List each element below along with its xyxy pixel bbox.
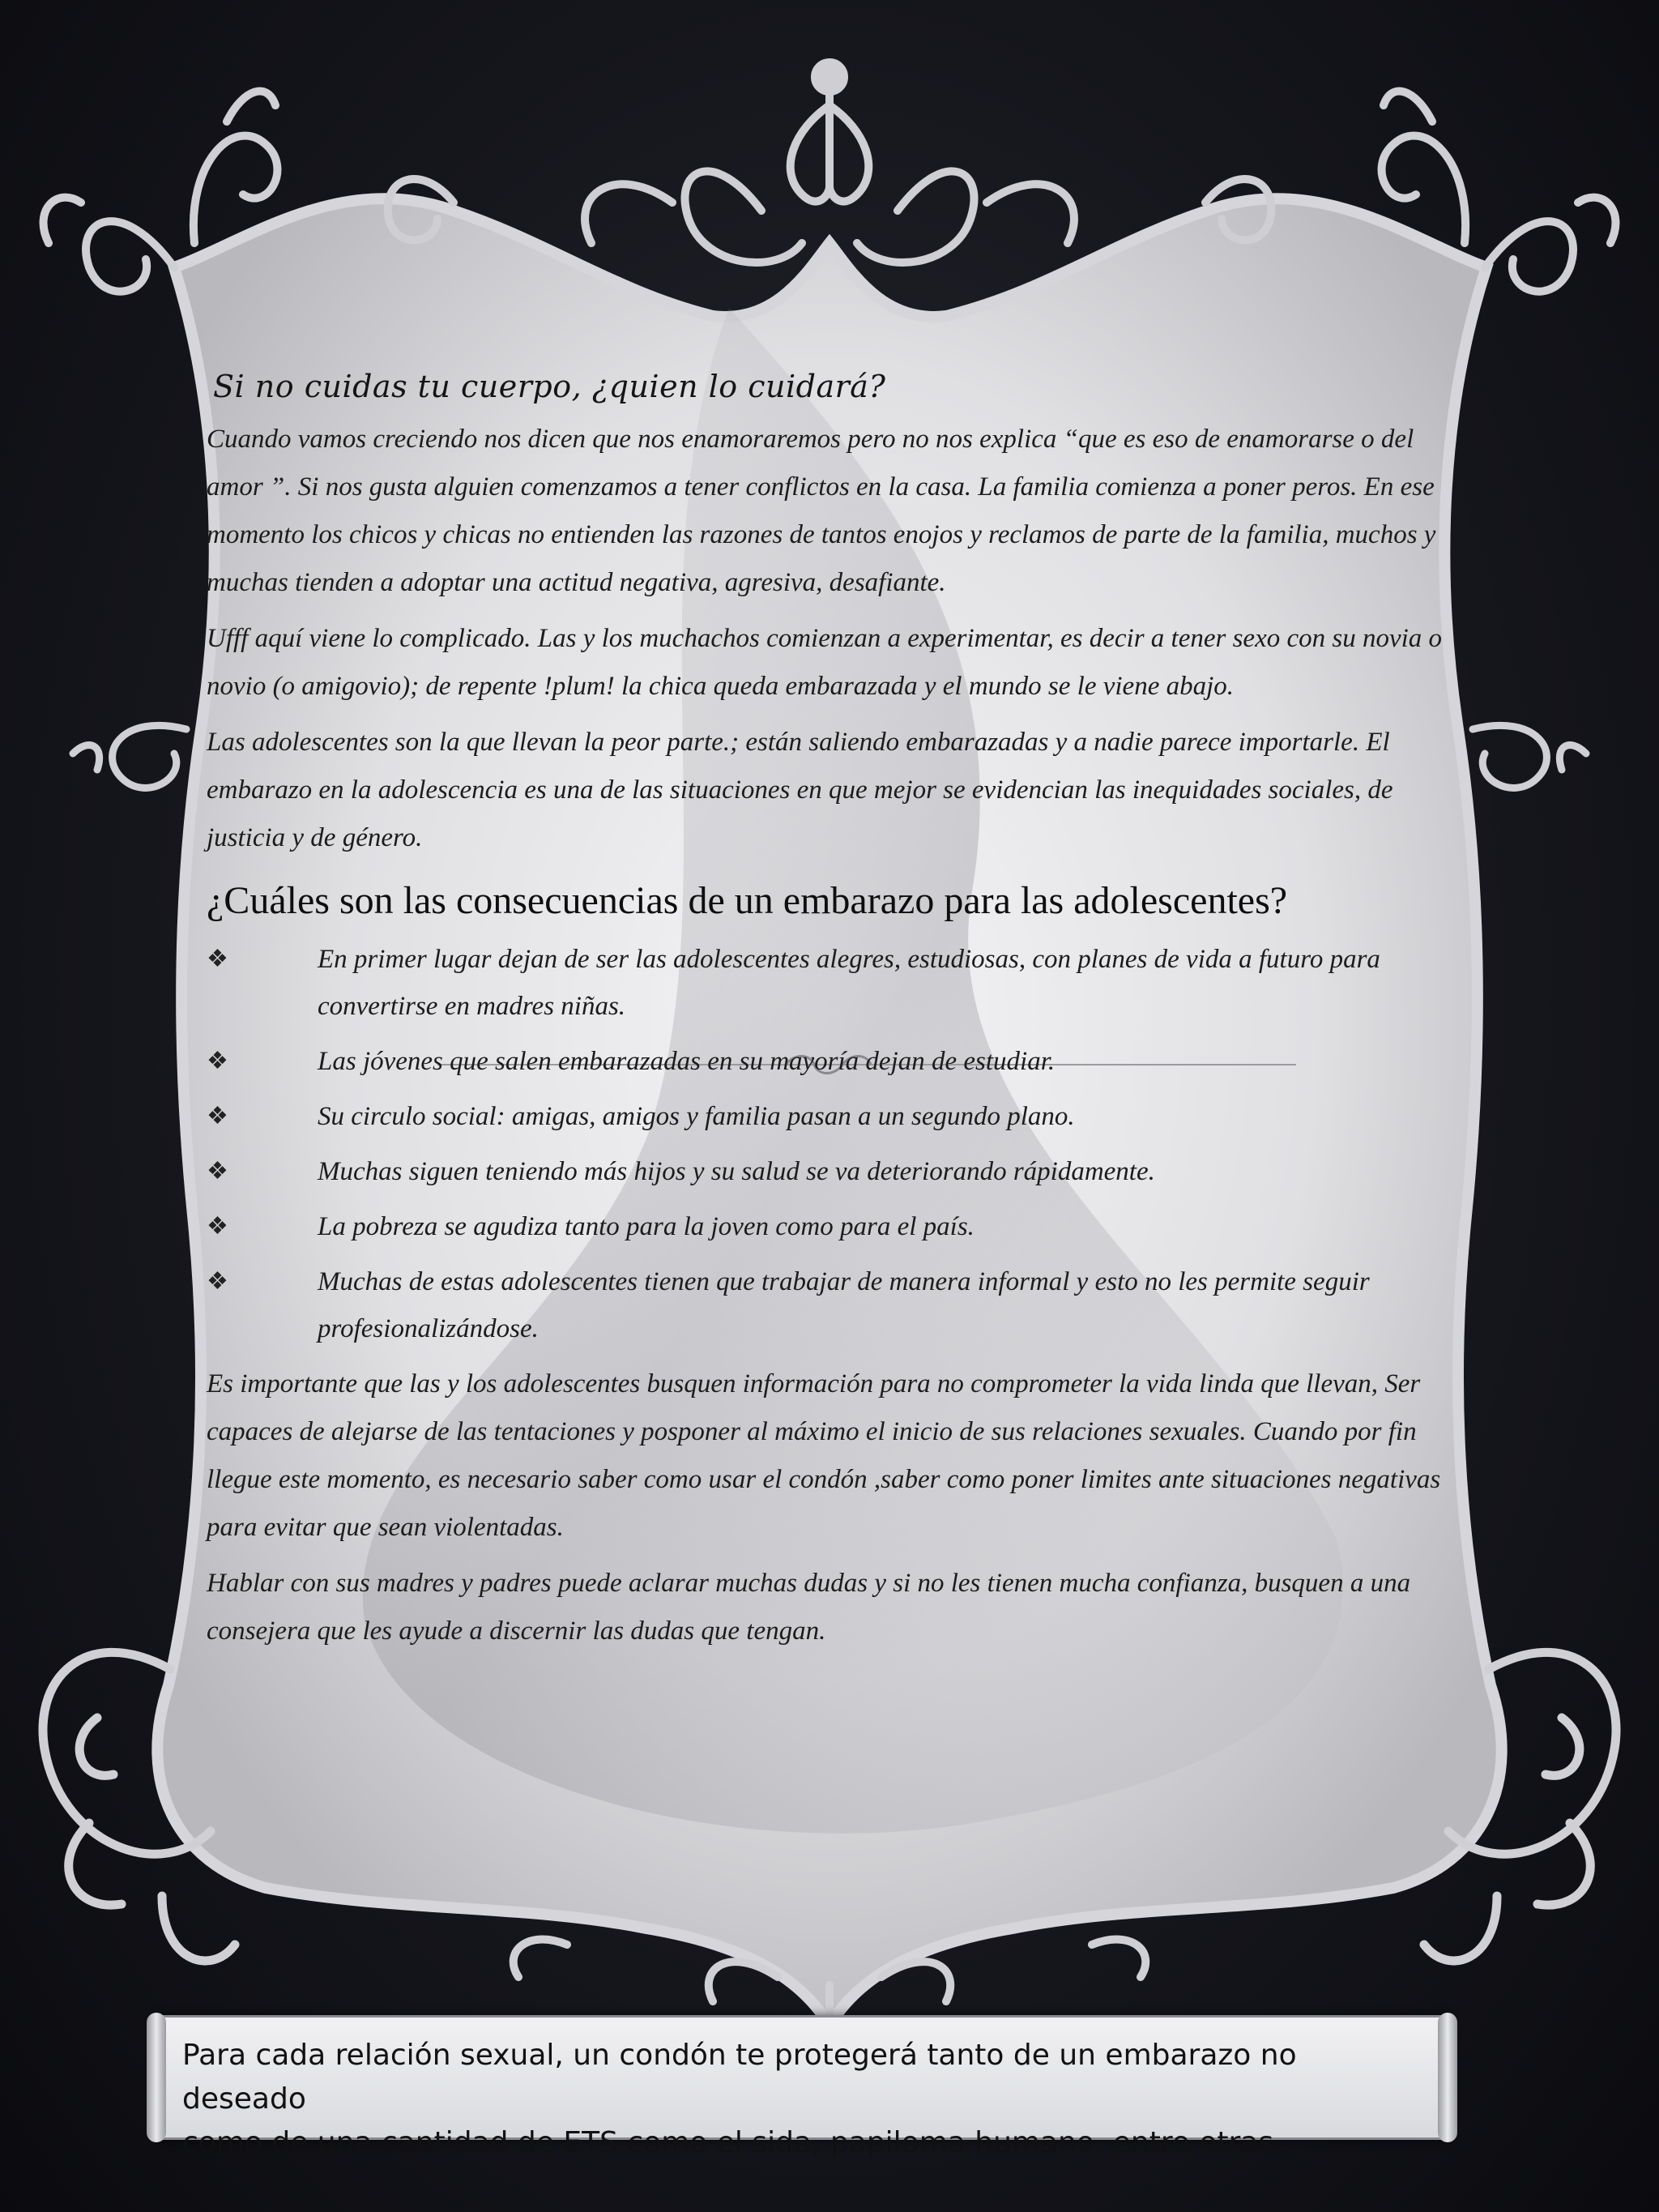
closing-paragraph-1: Es importante que las y los adolescentes busquen información para no comprometer la vida linda que llevan, Ser capaces de alejarse de las tentaciones y posponer al máximo el inicio de sus relaciones sexuales. Cuando por fin llegue este momento, es necesario saber como usar el condón ,saber como poner limites ante situaciones negativas para evitar que sean violentadas. (207, 1369, 1441, 1542)
list-item-text: La pobreza se agudiza tanto para la joven como para el país. (318, 1212, 975, 1241)
banner-line-2: como de una cantidad de ETS como el sida, papiloma humano, entro otras (182, 2126, 1274, 2159)
list-item (207, 1038, 1470, 1085)
list-item (207, 936, 1470, 1030)
bullet-diamond-icon: ❖ (207, 1213, 228, 1240)
bullet-diamond-icon: ❖ (207, 1158, 228, 1185)
list-item (207, 1203, 1470, 1250)
list-item-text: Muchas de estas adolescentes tienen que trabajar de manera informal y esto no les permite seguir profesionalizándose. (318, 1267, 1370, 1343)
banner-line-1: Para cada relación sexual, un condón te protegerá tanto de un embarazo no deseado (182, 2039, 1297, 2116)
scroll-curl-left (147, 2013, 166, 2142)
bullet-diamond-icon: ❖ (207, 946, 228, 972)
consequences-heading: ¿Cuáles son las consecuencias de un embarazo para las adolescentes? (207, 879, 1288, 922)
document-content (207, 369, 1470, 1663)
list-item (207, 1093, 1470, 1140)
paragraph-3: Las adolescentes son la que llevan la peor parte.; están saliendo embarazadas y a nadie parece importarle. El embarazo en la adolescencia es una de las situaciones en que mejor se evidencian las inequidades sociales, de justicia y de género. (207, 728, 1393, 852)
paragraph-1: Cuando vamos creciendo nos dicen que nos enamoraremos pero no nos explica “que es eso de enamorarse o del amor ”. Si nos gusta alguien comenzamos a tener conflictos en la casa. La familia comienza a poner peros. En ese momento los chicos y chicas no entienden las razones de tantos enojos y reclamos de parte de la familia, muchos y muchas tienden a adoptar una actitud negativa, agresiva, desafiante. (207, 425, 1436, 597)
list-item-text: Muchas siguen teniendo más hijos y su salud se va deteriorando rápidamente. (318, 1157, 1155, 1186)
scroll-curl-right (1438, 2013, 1457, 2142)
list-item-text: Las jóvenes que salen embarazadas en su mayoría dejan de estudiar. (318, 1047, 1056, 1076)
side-ornament-left (73, 725, 186, 788)
paragraph-2: Ufff aquí viene lo complicado. Las y los muchachos comienzan a experimentar, es decir a tener sexo con su novia o novio (o amigovio); de repente !plum! la chica queda embarazada y el mundo se le viene abajo. (207, 624, 1443, 701)
list-item-text: En primer lugar dejan de ser las adolescentes alegres, estudiosas, con planes de vida a futuro para convertirse en madres niñas. (318, 945, 1380, 1021)
list-item (207, 1258, 1470, 1352)
list-item (207, 1148, 1470, 1195)
bullet-diamond-icon: ❖ (207, 1048, 228, 1074)
side-ornament-right (1473, 725, 1586, 788)
banner-text (182, 2034, 1422, 2165)
list-item-text: Su circulo social: amigas, amigos y familia pasan a un segundo plano. (318, 1102, 1075, 1131)
bullet-diamond-icon: ❖ (207, 1103, 228, 1129)
condom-message-banner (156, 2015, 1448, 2159)
document-title: Si no cuidas tu cuerpo, ¿quien lo cuidará? (213, 369, 886, 404)
consequences-list (207, 936, 1470, 1352)
closing-paragraph-2: Hablar con sus madres y padres puede aclarar muchas dudas y si no les tienen mucha confianza, busquen a una consejera que les ayude a discernir las dudas que tengan. (207, 1569, 1411, 1646)
bullet-diamond-icon: ❖ (207, 1268, 228, 1295)
